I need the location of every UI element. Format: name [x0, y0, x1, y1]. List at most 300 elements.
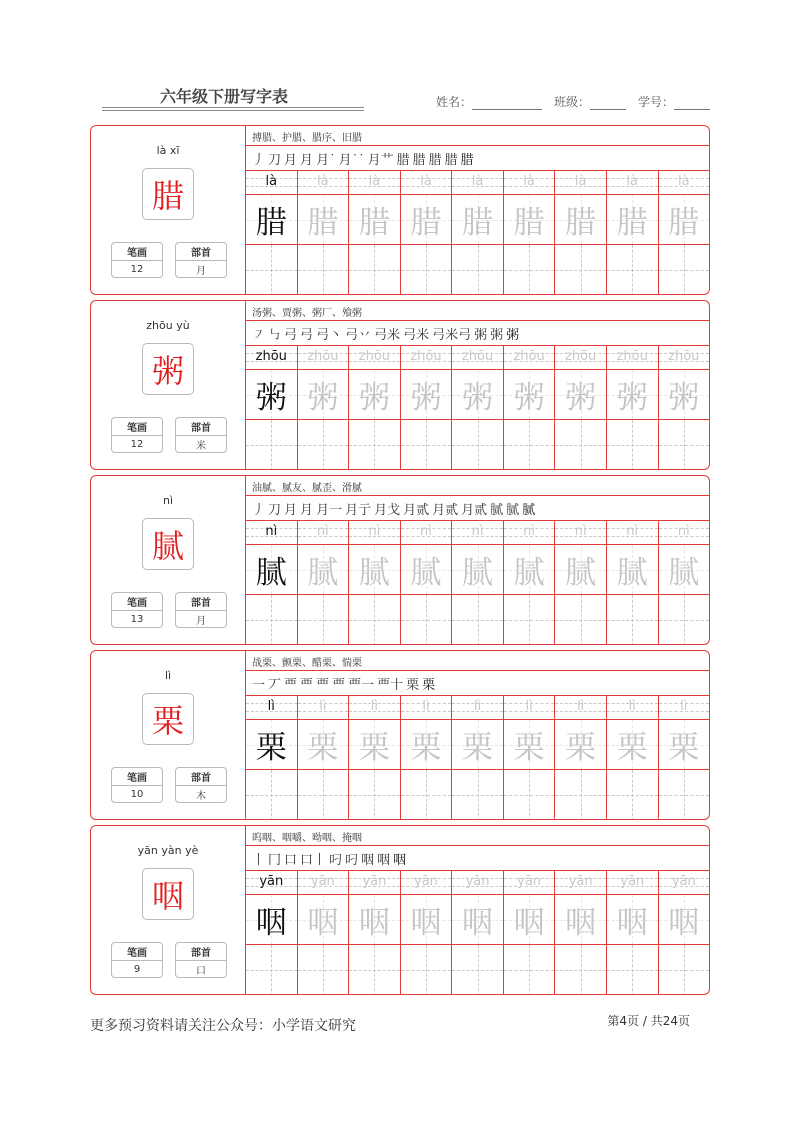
character-square [659, 719, 710, 770]
radical-label: 部首 [176, 768, 226, 786]
pinyin-line [246, 170, 297, 194]
cell-character: 腊 [410, 205, 442, 241]
character-square [504, 719, 555, 770]
character-info [91, 826, 246, 994]
cell-pinyin: lì [473, 699, 482, 714]
cell-pinyin: là [420, 174, 432, 189]
stroke-step: 丿 [252, 152, 266, 168]
character-square [504, 194, 555, 245]
cell-character: 栗 [255, 730, 287, 766]
practice-cell[interactable] [349, 695, 401, 820]
practice-grid [246, 170, 709, 295]
practice-cell[interactable] [298, 520, 350, 645]
cell-character: 粥 [462, 380, 494, 416]
character-pinyin: nì [162, 494, 174, 507]
cell-pinyin: zhōu [461, 349, 494, 364]
character-square [659, 369, 710, 420]
practice-cell[interactable] [246, 520, 298, 645]
cell-character: 咽 [410, 905, 442, 941]
stroke-step: 叼 [345, 852, 359, 868]
stroke-step: 覀十 [377, 677, 404, 693]
practice-area [246, 826, 709, 994]
stroke-step: 月戈 [374, 502, 401, 518]
cell-pinyin: lì [628, 699, 636, 714]
pinyin-line [349, 520, 400, 544]
practice-cell[interactable] [452, 170, 504, 295]
cell-character: 栗 [565, 730, 597, 766]
cell-character: 腻 [462, 555, 494, 591]
cell-pinyin: yān [362, 874, 387, 889]
stroke-step: 弓米 [403, 327, 430, 343]
character-square [298, 544, 349, 595]
practice-cell[interactable] [659, 170, 710, 295]
cell-character: 粥 [255, 380, 287, 416]
pinyin-line [298, 870, 349, 894]
cell-character: 腊 [462, 205, 494, 241]
cell-pinyin: zhōu [410, 349, 442, 364]
pinyin-line [607, 345, 658, 369]
character-square [298, 194, 349, 245]
practice-cell[interactable] [452, 345, 504, 470]
word-list: 搏腊、护腊、腊序、旧腊 [252, 133, 362, 144]
cell-pinyin: là [368, 174, 381, 189]
word-list: 汤粥、贾粥、粥厂、飧粥 [252, 308, 362, 319]
radical-box [175, 942, 227, 978]
stroke-count-box [111, 942, 163, 978]
practice-cell[interactable] [607, 695, 659, 820]
cell-character: 腻 [616, 555, 648, 591]
stroke-step: 月艹 [367, 152, 394, 168]
character-square [452, 894, 503, 945]
character-square [555, 544, 606, 595]
cell-character: 咽 [358, 905, 390, 941]
page-title: 六年级下册写字表 [160, 87, 289, 106]
character-card [90, 650, 710, 820]
stroke-step: 咽 [393, 852, 407, 868]
pinyin-line [246, 695, 297, 719]
stroke-step: 月亍 [345, 502, 372, 518]
stroke-count-label: 笔画 [112, 943, 162, 961]
cell-character: 腻 [410, 555, 442, 591]
stroke-step: ㇇ [252, 327, 266, 343]
character-square [607, 719, 658, 770]
practice-cell[interactable] [401, 695, 453, 820]
cell-character: 咽 [513, 905, 545, 941]
stroke-step: 丨 [252, 852, 266, 868]
stroke-step: 腻 [506, 502, 520, 518]
pinyin-line [607, 870, 658, 894]
cell-pinyin: yān [620, 874, 645, 889]
stroke-step: 月一 [316, 502, 343, 518]
radical-label: 部首 [176, 243, 226, 261]
character-square [298, 369, 349, 420]
pinyin-line [349, 345, 400, 369]
cell-pinyin: nì [523, 524, 536, 539]
class-blank[interactable] [590, 97, 626, 110]
stroke-step: 粥 [490, 327, 504, 343]
practice-cell[interactable] [504, 345, 556, 470]
stroke-step: 弓米弓 [432, 327, 472, 343]
stroke-count-box [111, 242, 163, 278]
pinyin-line [555, 870, 606, 894]
practice-cell[interactable] [659, 695, 710, 820]
stroke-count-box [111, 417, 163, 453]
pinyin-line [607, 170, 658, 194]
practice-cell[interactable] [607, 870, 659, 995]
cell-character: 咽 [565, 905, 597, 941]
character-square [452, 719, 503, 770]
pinyin-line [246, 520, 297, 544]
pinyin-line [555, 170, 606, 194]
practice-cell[interactable] [401, 520, 453, 645]
pinyin-line [504, 870, 555, 894]
character-square [349, 544, 400, 595]
character-card [90, 825, 710, 995]
cell-character: 腊 [513, 205, 545, 241]
stroke-step: 刀 [268, 152, 282, 168]
id-label: 学号： [637, 95, 674, 109]
practice-cell[interactable] [555, 170, 607, 295]
practice-cell[interactable] [555, 695, 607, 820]
cell-pinyin: zhōu [358, 349, 391, 364]
practice-cell[interactable] [555, 520, 607, 645]
stroke-step: 腊 [396, 152, 410, 168]
stroke-step: 丆 [268, 677, 282, 693]
cell-pinyin: là [626, 174, 638, 189]
character-square [349, 894, 400, 945]
stroke-count-label: 笔画 [112, 418, 162, 436]
pinyin-line [349, 695, 400, 719]
stroke-step: 弓 [300, 327, 314, 343]
stroke-order [252, 321, 522, 345]
stroke-order [252, 846, 409, 870]
word-list: 呜咽、咽嚼、呦咽、掩咽 [252, 833, 362, 844]
character-square [349, 369, 400, 420]
cell-pinyin: yān [568, 874, 593, 889]
character-info [91, 301, 246, 469]
radical-label: 部首 [176, 418, 226, 436]
pinyin-line [452, 520, 503, 544]
practice-cell[interactable] [659, 345, 710, 470]
practice-cell[interactable] [555, 870, 607, 995]
stroke-step: 月贰 [432, 502, 459, 518]
pinyin-line [659, 520, 710, 544]
cell-character: 栗 [307, 730, 339, 766]
footer-note: 更多预习资料请关注公众号：小学语文研究 [90, 1018, 356, 1034]
stroke-step: 月贰 [461, 502, 488, 518]
stroke-step: 覀 [284, 677, 298, 693]
stroke-step: 咽 [377, 852, 391, 868]
title-underline-2 [102, 110, 364, 111]
stroke-step: 弓丶 [316, 327, 343, 343]
stroke-step: 叼 [329, 852, 343, 868]
stroke-step: 腻 [522, 502, 536, 518]
practice-cell[interactable] [246, 170, 298, 295]
cell-character: 粥 [616, 380, 648, 416]
cell-pinyin: nì [574, 524, 587, 539]
pinyin-line [659, 345, 710, 369]
cell-pinyin: nì [471, 524, 484, 539]
name-label: 姓名： [435, 95, 472, 109]
practice-cell[interactable] [246, 870, 298, 995]
character-display: 咽 [142, 868, 194, 920]
cell-character: 咽 [668, 905, 700, 941]
cell-pinyin: nì [265, 524, 278, 539]
cell-character: 咽 [255, 905, 287, 941]
stroke-step: 覀一 [348, 677, 375, 693]
stroke-step: 腊 [428, 152, 442, 168]
pinyin-line [246, 870, 297, 894]
cell-character: 咽 [616, 905, 648, 941]
character-display: 腊 [142, 168, 194, 220]
cell-character: 腊 [565, 205, 597, 241]
cell-character: 栗 [513, 730, 545, 766]
pinyin-line [504, 695, 555, 719]
cell-character: 粥 [668, 380, 700, 416]
cell-pinyin: là [471, 174, 484, 189]
practice-cell[interactable] [607, 520, 659, 645]
pinyin-line [452, 170, 503, 194]
cell-pinyin: nì [316, 524, 329, 539]
cell-pinyin: nì [626, 524, 639, 539]
practice-area [246, 651, 709, 819]
cell-character: 腊 [255, 205, 287, 241]
stroke-step: 弓丷 [345, 327, 372, 343]
practice-cell[interactable] [401, 170, 453, 295]
character-square [298, 894, 349, 945]
cell-pinyin: là [317, 174, 329, 189]
cell-pinyin: lì [525, 699, 533, 714]
cell-character: 栗 [616, 730, 648, 766]
character-info [91, 476, 246, 644]
stroke-step: ㇉ [268, 327, 282, 343]
character-square [659, 894, 710, 945]
practice-cell[interactable] [246, 695, 298, 820]
character-card [90, 125, 710, 295]
practice-cell[interactable] [504, 520, 556, 645]
practice-grid [246, 695, 709, 820]
radical-box [175, 417, 227, 453]
practice-cell[interactable] [607, 170, 659, 295]
radical-value: 木 [196, 791, 206, 802]
stroke-step: 腊 [444, 152, 458, 168]
character-square [246, 369, 297, 420]
character-pinyin: là xī [156, 144, 180, 157]
cell-pinyin: là [265, 174, 278, 189]
practice-cell[interactable] [349, 170, 401, 295]
pinyin-line [659, 170, 710, 194]
practice-cell[interactable] [401, 345, 453, 470]
pinyin-line [298, 520, 349, 544]
character-square [401, 719, 452, 770]
stroke-count-value: 10 [130, 789, 144, 800]
character-square [452, 544, 503, 595]
stroke-step: 栗 [406, 677, 420, 693]
pinyin-line [504, 520, 555, 544]
class-label: 班级： [553, 95, 590, 109]
practice-cell[interactable] [298, 695, 350, 820]
practice-grid [246, 520, 709, 645]
stroke-step: 丿 [252, 502, 266, 518]
character-square [607, 894, 658, 945]
practice-cell[interactable] [452, 520, 504, 645]
cell-pinyin: là [677, 174, 690, 189]
character-square [504, 544, 555, 595]
character-square [504, 894, 555, 945]
practice-grid [246, 870, 709, 995]
cell-character: 栗 [668, 730, 700, 766]
radical-box [175, 592, 227, 628]
practice-cell[interactable] [504, 695, 556, 820]
stroke-step: 覀 [300, 677, 314, 693]
title-underline [102, 107, 364, 108]
stroke-order [252, 671, 438, 695]
stroke-step: 腊 [460, 152, 474, 168]
cell-character: 粥 [307, 380, 339, 416]
character-square [607, 369, 658, 420]
character-square [607, 194, 658, 245]
practice-cell[interactable] [349, 870, 401, 995]
pinyin-line [401, 170, 452, 194]
cell-character: 腊 [616, 205, 648, 241]
practice-cell[interactable] [504, 170, 556, 295]
practice-cell[interactable] [349, 520, 401, 645]
radical-value: 口 [196, 966, 206, 977]
cell-pinyin: zhōu [513, 349, 545, 364]
pinyin-line [298, 695, 349, 719]
radical-box [175, 767, 227, 803]
practice-cell[interactable] [349, 345, 401, 470]
stroke-step: 冂 [268, 852, 282, 868]
stroke-step: 腻 [490, 502, 504, 518]
page-header [90, 78, 710, 118]
stroke-count-label: 笔画 [112, 593, 162, 611]
pinyin-line [607, 695, 658, 719]
stroke-step: 口丨 [300, 852, 327, 868]
pinyin-line [452, 695, 503, 719]
character-square [246, 894, 297, 945]
practice-cell[interactable] [659, 520, 710, 645]
cell-character: 腻 [255, 555, 287, 591]
cell-pinyin: lì [680, 699, 688, 714]
stroke-step: 腊 [412, 152, 426, 168]
practice-area [246, 126, 709, 294]
character-square [401, 194, 452, 245]
stroke-step: 栗 [422, 677, 436, 693]
id-blank[interactable] [674, 97, 710, 110]
practice-cell[interactable] [452, 695, 504, 820]
practice-cell[interactable] [659, 870, 710, 995]
practice-cell[interactable] [298, 170, 350, 295]
practice-cell[interactable] [452, 870, 504, 995]
pinyin-line [659, 695, 710, 719]
cell-pinyin: nì [677, 524, 690, 539]
word-list: 战栗、颤栗、醋栗、惴栗 [252, 658, 362, 669]
page-number: 第4页 / 共24页 [607, 1014, 690, 1028]
character-square [555, 369, 606, 420]
stroke-step: 月贰 [403, 502, 430, 518]
cell-character: 腊 [358, 205, 390, 241]
character-info [91, 126, 246, 294]
stroke-count-label: 笔画 [112, 243, 162, 261]
cell-pinyin: lì [370, 699, 379, 714]
practice-cell[interactable] [504, 870, 556, 995]
stroke-step: 月 [300, 502, 314, 518]
cell-pinyin: zhōu [616, 349, 648, 364]
character-pinyin: lì [164, 669, 172, 682]
practice-cell[interactable] [298, 345, 350, 470]
stroke-step: 覀 [332, 677, 346, 693]
cell-character: 腻 [307, 555, 339, 591]
practice-cell[interactable] [607, 345, 659, 470]
stroke-step: 弓米 [374, 327, 401, 343]
practice-area [246, 476, 709, 644]
stroke-count-value: 12 [130, 264, 144, 275]
stroke-step: 月 [284, 152, 298, 168]
character-card [90, 300, 710, 470]
cell-pinyin: zhōu [255, 349, 287, 364]
character-square [555, 194, 606, 245]
character-pinyin: zhōu yù [146, 319, 190, 332]
cell-pinyin: yān [465, 874, 490, 889]
cell-character: 腻 [668, 555, 700, 591]
radical-label: 部首 [176, 593, 226, 611]
cell-pinyin: lì [267, 699, 275, 714]
cell-character: 腻 [565, 555, 597, 591]
stroke-count-value: 12 [130, 439, 144, 450]
character-square [607, 544, 658, 595]
character-square [349, 719, 400, 770]
name-blank[interactable] [472, 97, 542, 110]
cell-pinyin: là [574, 174, 587, 189]
character-square [246, 194, 297, 245]
cell-character: 腻 [513, 555, 545, 591]
character-square [401, 369, 452, 420]
pinyin-line [504, 345, 555, 369]
cell-pinyin: yān [414, 874, 438, 889]
character-square [555, 719, 606, 770]
cell-pinyin: nì [420, 524, 432, 539]
stroke-count-box [111, 592, 163, 628]
pinyin-line [298, 170, 349, 194]
character-square [659, 194, 710, 245]
word-list: 油腻、腻友、腻歪、滑腻 [252, 483, 362, 494]
stroke-step: 覀 [316, 677, 330, 693]
pinyin-line [659, 870, 710, 894]
pinyin-line [452, 870, 503, 894]
character-display: 栗 [142, 693, 194, 745]
character-square [555, 894, 606, 945]
character-display: 粥 [142, 343, 194, 395]
cell-character: 腊 [668, 205, 700, 241]
pinyin-line [452, 345, 503, 369]
character-square [298, 719, 349, 770]
practice-cell[interactable] [298, 870, 350, 995]
pinyin-line [555, 695, 606, 719]
character-square [504, 369, 555, 420]
character-square [246, 719, 297, 770]
cell-pinyin: là [523, 174, 535, 189]
cell-character: 粥 [513, 380, 545, 416]
practice-cell[interactable] [555, 345, 607, 470]
practice-cell[interactable] [246, 345, 298, 470]
stroke-count-box [111, 767, 163, 803]
practice-cell[interactable] [401, 870, 453, 995]
cell-pinyin: lì [422, 699, 430, 714]
cell-pinyin: yān [259, 874, 284, 889]
stroke-step: 咽 [361, 852, 375, 868]
stroke-count-value: 13 [130, 614, 144, 625]
